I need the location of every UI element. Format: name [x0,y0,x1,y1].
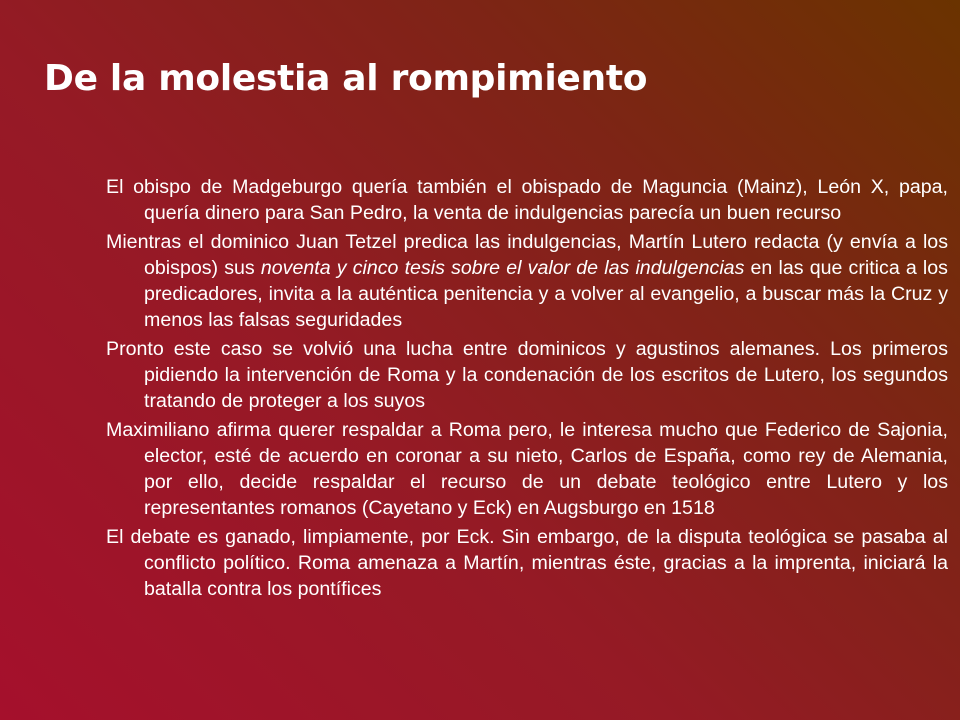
slide-body [106,174,948,605]
paragraph-tetzel-lutero-end: en las que critica a los predicadores, invita a la auténtica penitencia y a volver al evangelio, a buscar más la Cruz y menos las falsas seguridades [144,257,948,331]
paragraph-madgeburgo: El obispo de Madgeburgo quería también el obispado de Maguncia (Mainz), León X, papa, quería dinero para San Pedro, la venta de indulgencias parecía un buen recurso [106,176,948,224]
paragraph-tetzel-lutero [106,229,948,333]
slide-title: De la molestia al rompimiento [44,58,648,99]
paragraph-tetzel-lutero-start: Mientras el dominico Juan Tetzel predica las indulgencias, Martín Lutero redacta (y envía a los obispos) sus [106,231,948,279]
paragraph-debate-eck: El debate es ganado, limpiamente, por Eck. Sin embargo, de la disputa teológica se pasaba al conflicto político. Roma amenaza a Martín, mientras éste, gracias a la imprenta, iniciará la batalla contra los pontífices [106,526,948,600]
paragraph-maximiliano: Maximiliano afirma querer respaldar a Roma pero, le interesa mucho que Federico de Sajonia, elector, esté de acuerdo en coronar a su nieto, Carlos de España, como rey de Alemania, por ello, decide respaldar el recurso de un debate teológico entre Lutero y los representantes romanos (Cayetano y Eck) en Augsburgo en 1518 [106,419,948,519]
tesis-title: noventa y cinco tesis sobre el valor de las indulgencias [260,257,745,279]
paragraph-dominicos-agustinos: Pronto este caso se volvió una lucha entre dominicos y agustinos alemanes. Los primeros pidiendo la intervención de Roma y la condenación de los escritos de Lutero, los segundos tratando de proteger a los suyos [106,338,948,412]
